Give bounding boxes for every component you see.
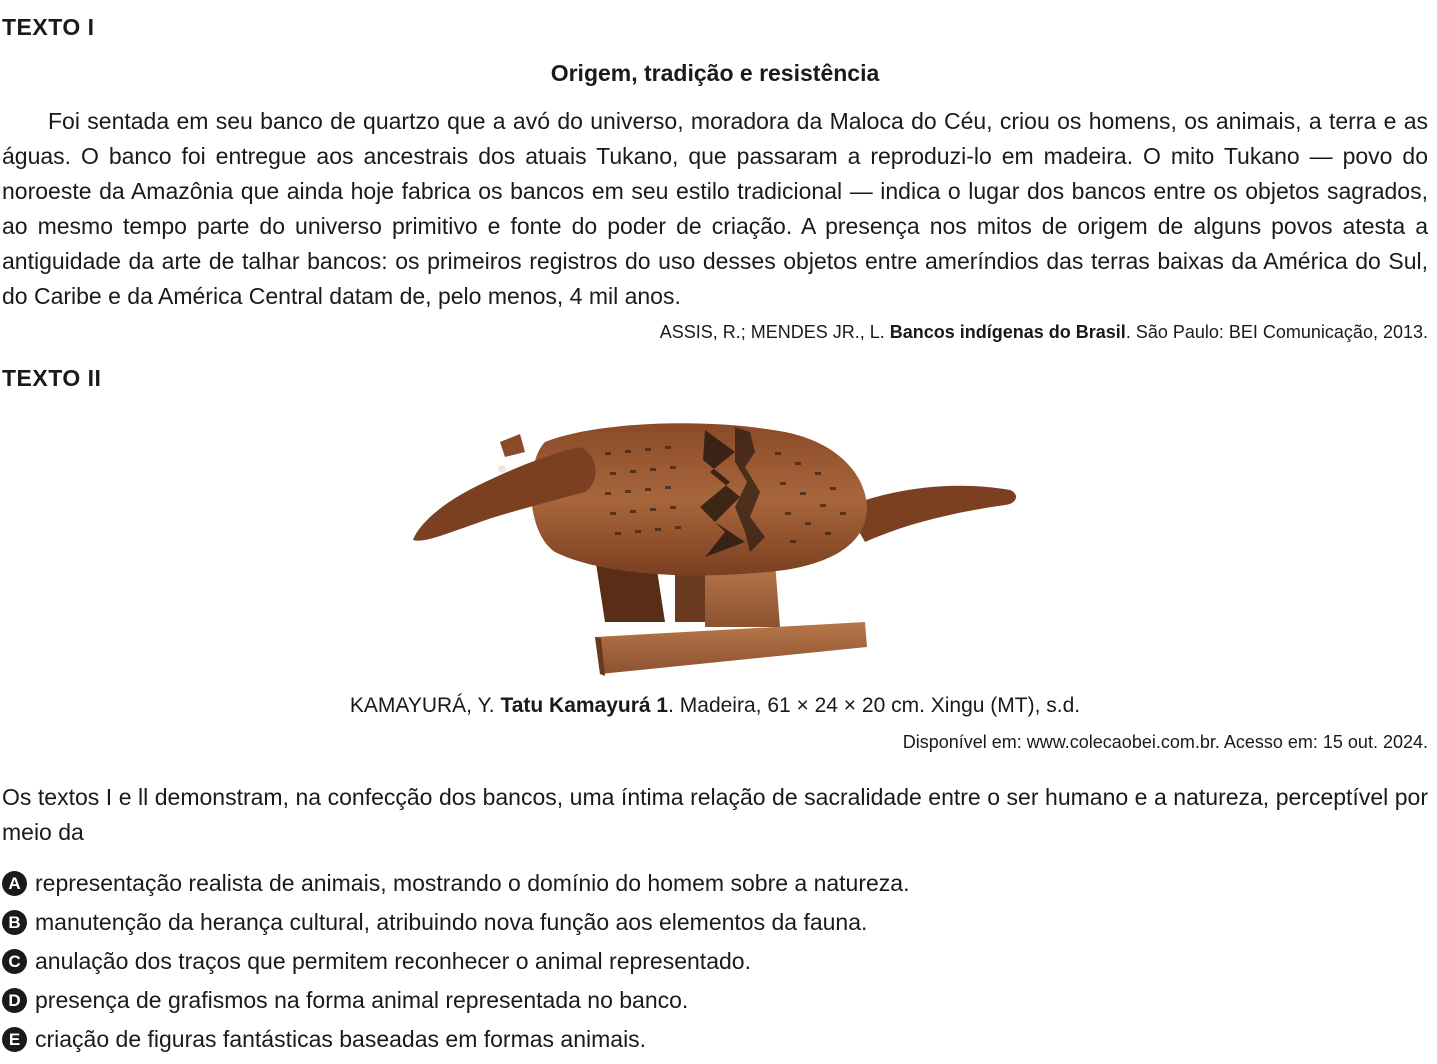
reference-publisher: . São Paulo: BEI Comunicação, 2013. — [1125, 322, 1428, 342]
option-b[interactable] — [2, 903, 1422, 942]
armadillo-bench-image — [405, 412, 1025, 684]
ear — [500, 434, 525, 457]
texto-i-title: Origem, tradição e resistência — [550, 60, 880, 86]
texto-i-paragraph-text: Foi sentada em seu banco de quartzo que a avó do universo, moradora da Maloca do Céu, criou os homens, os animais, a terra e as águas. O banco foi entregue aos ancestrais dos atuais Tukano, que passaram a reproduzi-lo em madeira. O mito Tukano — povo do noroeste da Amazônia que ainda hoje fabrica os bancos em seu estilo tradicional — indica o lugar dos bancos entre os objetos sagrados, ao mesmo tempo parte do universo primitivo e fonte do poder de criação. A presença nos mitos de origem de alguns povos atesta a antiguidade da arte de talhar bancos: os primeiros registros do uso desses objetos entre ameríndios das terras baixas da América do Sul, do Caribe e da América Central datam de, pelo menos, 4 mil anos. — [2, 108, 1428, 309]
bench-runner — [595, 622, 867, 674]
tail-shape — [845, 486, 1016, 542]
texto-i-paragraph — [2, 104, 1428, 314]
option-d[interactable] — [2, 981, 1422, 1020]
option-d-marker: D — [2, 988, 27, 1013]
answer-options — [2, 864, 1422, 1059]
option-a-marker: A — [2, 871, 27, 896]
shell-body — [531, 423, 867, 575]
caption-title: Tatu Kamayurá 1 — [500, 694, 669, 717]
texto-i-reference — [660, 322, 1428, 343]
option-a[interactable] — [2, 864, 1422, 903]
caption-details: . Madeira, 61 × 24 × 20 cm. Xingu (MT), s.d. — [668, 694, 1081, 717]
option-b-text: manutenção da herança cultural, atribuindo nova função aos elementos da fauna. — [35, 909, 868, 935]
option-b-marker: B — [2, 910, 27, 935]
option-c-text: anulação dos traços que permitem reconhecer o animal representado. — [35, 948, 751, 974]
texto-i-label: TEXTO I — [2, 14, 95, 40]
option-e-marker: E — [2, 1027, 27, 1052]
texto-ii-label: TEXTO II — [2, 365, 102, 391]
caption-author: KAMAYURÁ, Y. — [349, 694, 501, 717]
texto-ii-caption — [0, 694, 1430, 718]
reference-authors: ASSIS, R.; MENDES JR., L. — [659, 322, 890, 342]
texto-ii-source: Disponível em: www.colecaobei.com.br. Acesso em: 15 out. 2024. — [902, 732, 1428, 752]
reference-title: Bancos indígenas do Brasil — [889, 322, 1126, 342]
option-c-marker: C — [2, 949, 27, 974]
option-a-text: representação realista de animais, mostrando o domínio do homem sobre a natureza. — [35, 870, 910, 896]
option-e[interactable] — [2, 1020, 1422, 1059]
question-stem: Os textos I e ll demonstram, na confecção dos bancos, uma íntima relação de sacralidade entre o ser humano e a natureza, perceptível por meio da — [2, 784, 1428, 845]
option-c[interactable] — [2, 942, 1422, 981]
option-e-text: criação de figuras fantásticas baseadas em formas animais. — [35, 1026, 647, 1052]
option-d-text: presença de grafismos na forma animal representada no banco. — [35, 987, 689, 1013]
armadillo-bench-drawing — [405, 412, 1025, 684]
eye — [498, 465, 506, 473]
